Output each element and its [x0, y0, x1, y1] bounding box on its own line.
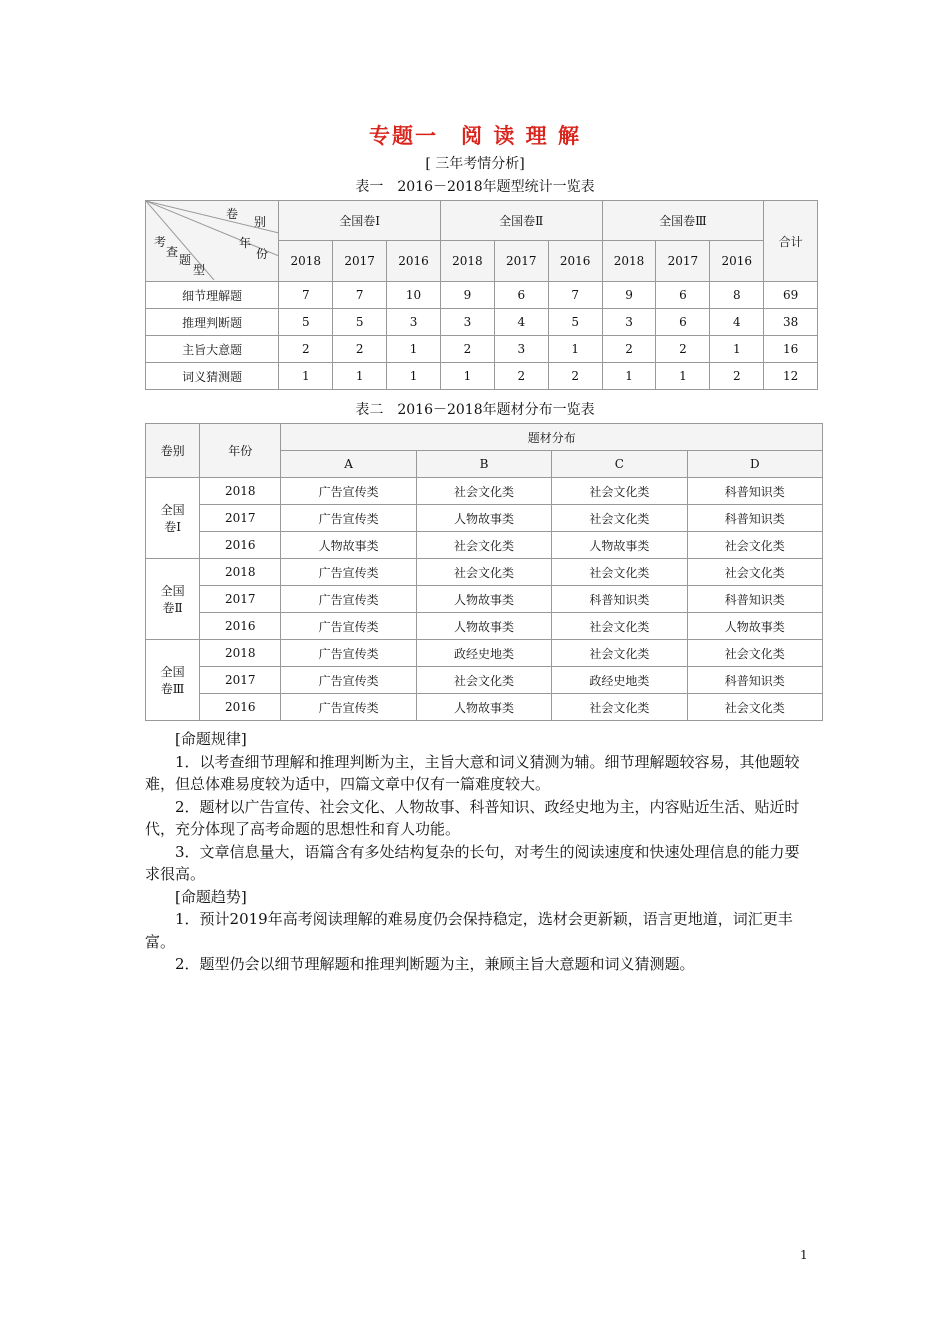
topic-cell: 社会文化类: [416, 478, 551, 505]
corner-label: 卷: [226, 207, 239, 221]
count-cell: 7: [279, 282, 333, 309]
table-row: [146, 309, 818, 336]
year-header: 2018: [602, 241, 656, 282]
count-cell: 5: [279, 309, 333, 336]
topic-cell: 社会文化类: [552, 640, 687, 667]
year-cell: 2018: [200, 478, 281, 505]
total-cell: 12: [764, 363, 818, 390]
year-cell: 2016: [200, 694, 281, 721]
letter-header: A: [281, 451, 416, 478]
topic-cell: 广告宣传类: [281, 478, 416, 505]
table-row: [146, 336, 818, 363]
table1-corner: [146, 201, 279, 282]
topic-distribution-table: [145, 423, 823, 721]
year-cell: 2017: [200, 667, 281, 694]
page-title: 专题一 阅 读 理 解: [369, 124, 581, 148]
count-cell: 4: [710, 309, 764, 336]
topic-cell: 社会文化类: [552, 505, 687, 532]
corner-label: 年: [239, 236, 252, 250]
count-cell: 1: [548, 336, 602, 363]
corner-label: 查: [166, 245, 179, 259]
year-cell: 2017: [200, 586, 281, 613]
count-cell: 1: [440, 363, 494, 390]
count-cell: 1: [387, 363, 441, 390]
topic-cell: 人物故事类: [687, 613, 822, 640]
year-header: 2016: [548, 241, 602, 282]
topic-cell: 人物故事类: [416, 586, 551, 613]
topic-cell: 社会文化类: [552, 613, 687, 640]
rules-item: 3．文章信息量大，语篇含有多处结构复杂的长句，对考生的阅读速度和快速处理信息的能力要求很高。: [145, 842, 800, 883]
rules-item: 2．题材以广告宣传、社会文化、人物故事、科普知识、政经史地为主，内容贴近生活、贴近时代，充分体现了高考命题的思想性和育人功能。: [145, 797, 800, 838]
group-label: [146, 640, 200, 721]
topic-cell: 社会文化类: [687, 532, 822, 559]
count-cell: 3: [440, 309, 494, 336]
group-label-line: 全国: [160, 665, 185, 679]
group-label: [146, 478, 200, 559]
total-header: 合计: [764, 201, 818, 282]
question-type-table: [145, 200, 818, 390]
topic-cell: 社会文化类: [552, 694, 687, 721]
year-header: 2017: [494, 241, 548, 282]
trends-item: 2．题型仍会以细节理解题和推理判断题为主，兼顾主旨大意题和词义猜测题。: [175, 955, 695, 973]
letter-header: D: [687, 451, 822, 478]
topic-cell: 社会文化类: [552, 559, 687, 586]
table1-caption: 表一 2016－2018年题型统计一览表: [355, 179, 595, 195]
topic-cell: 广告宣传类: [281, 505, 416, 532]
count-cell: 3: [494, 336, 548, 363]
group-header: 全国卷Ⅲ: [602, 201, 764, 241]
year-header: 2018: [440, 241, 494, 282]
table2-caption: 表二 2016－2018年题材分布一览表: [355, 402, 595, 418]
group-header: 全国卷Ⅰ: [279, 201, 441, 241]
count-cell: 2: [548, 363, 602, 390]
corner-label: 型: [193, 263, 206, 277]
year-cell: 2016: [200, 613, 281, 640]
count-cell: 9: [440, 282, 494, 309]
year-cell: 2018: [200, 640, 281, 667]
trends-item: 1．预计2019年高考阅读理解的难易度仍会保持稳定，选材会更新颖，语言更地道，词汇更丰富。: [145, 910, 793, 951]
count-cell: 2: [656, 336, 710, 363]
year-header: 2018: [279, 241, 333, 282]
count-cell: 1: [710, 336, 764, 363]
count-cell: 5: [548, 309, 602, 336]
group-label-line: 全国: [160, 503, 185, 517]
year-header: 2017: [333, 241, 387, 282]
count-cell: 8: [710, 282, 764, 309]
table-row: [146, 363, 818, 390]
count-cell: 2: [710, 363, 764, 390]
topic-cell: 人物故事类: [416, 613, 551, 640]
total-cell: 38: [764, 309, 818, 336]
table-row: [146, 694, 823, 721]
corner-label: 别: [254, 215, 267, 229]
topic-header: 题材分布: [281, 424, 823, 451]
topic-cell: 科普知识类: [552, 586, 687, 613]
row-label: 词义猜测题: [146, 363, 279, 390]
count-cell: 2: [494, 363, 548, 390]
topic-cell: 社会文化类: [687, 640, 822, 667]
count-cell: 9: [602, 282, 656, 309]
count-cell: 3: [387, 309, 441, 336]
table-row: [146, 667, 823, 694]
corner-label: 题: [179, 253, 192, 267]
rules-item: 1．以考查细节理解和推理判断为主，主旨大意和词义猜测为辅。细节理解题较容易，其他题较难，但总体难易度较为适中，四篇文章中仅有一篇难度较大。: [145, 752, 800, 793]
count-cell: 4: [494, 309, 548, 336]
row-label: 细节理解题: [146, 282, 279, 309]
count-cell: 3: [602, 309, 656, 336]
year-col-header: 年份: [200, 424, 281, 478]
table-row: [146, 282, 818, 309]
topic-cell: 人物故事类: [281, 532, 416, 559]
count-cell: 7: [548, 282, 602, 309]
corner-label: 份: [256, 247, 269, 261]
group-label-line: 卷Ⅱ: [162, 601, 183, 615]
year-header: 2016: [387, 241, 441, 282]
count-cell: 6: [494, 282, 548, 309]
topic-cell: 社会文化类: [552, 478, 687, 505]
table-row: [146, 640, 823, 667]
topic-cell: 人物故事类: [416, 694, 551, 721]
table-row: [146, 586, 823, 613]
table-row: [146, 505, 823, 532]
group-label-line: 卷Ⅲ: [160, 682, 185, 696]
count-cell: 10: [387, 282, 441, 309]
topic-cell: 社会文化类: [687, 559, 822, 586]
count-cell: 6: [656, 309, 710, 336]
topic-cell: 人物故事类: [416, 505, 551, 532]
table-row: [146, 559, 823, 586]
juanbie-header: 卷别: [146, 424, 200, 478]
year-cell: 2018: [200, 559, 281, 586]
topic-cell: 科普知识类: [687, 478, 822, 505]
corner-label: 考: [154, 235, 167, 249]
rules-heading: [命题规律]: [175, 730, 247, 748]
group-label: [146, 559, 200, 640]
topic-cell: 政经史地类: [552, 667, 687, 694]
group-label-line: 卷Ⅰ: [164, 520, 181, 534]
topic-cell: 社会文化类: [416, 532, 551, 559]
count-cell: 1: [387, 336, 441, 363]
row-label: 推理判断题: [146, 309, 279, 336]
topic-cell: 人物故事类: [552, 532, 687, 559]
analysis-section: [145, 728, 809, 976]
topic-cell: 科普知识类: [687, 667, 822, 694]
topic-cell: 广告宣传类: [281, 586, 416, 613]
year-header: 2017: [656, 241, 710, 282]
topic-cell: 社会文化类: [687, 694, 822, 721]
topic-cell: 社会文化类: [416, 667, 551, 694]
topic-cell: 科普知识类: [687, 586, 822, 613]
trends-heading: [命题趋势]: [175, 887, 247, 906]
section-subtitle: [ 三年考情分析]: [425, 156, 525, 172]
topic-cell: 政经史地类: [416, 640, 551, 667]
count-cell: 2: [279, 336, 333, 363]
page-number: 1: [800, 1248, 808, 1262]
topic-cell: 广告宣传类: [281, 559, 416, 586]
count-cell: 2: [602, 336, 656, 363]
table-row: [146, 613, 823, 640]
letter-header: B: [416, 451, 551, 478]
year-cell: 2017: [200, 505, 281, 532]
row-label: 主旨大意题: [146, 336, 279, 363]
total-cell: 16: [764, 336, 818, 363]
count-cell: 1: [279, 363, 333, 390]
group-label-line: 全国: [160, 584, 185, 598]
table-row: [146, 532, 823, 559]
count-cell: 1: [656, 363, 710, 390]
topic-cell: 科普知识类: [687, 505, 822, 532]
count-cell: 6: [656, 282, 710, 309]
count-cell: 1: [602, 363, 656, 390]
table-row: [146, 478, 823, 505]
count-cell: 5: [333, 309, 387, 336]
total-cell: 69: [764, 282, 818, 309]
topic-cell: 广告宣传类: [281, 667, 416, 694]
topic-cell: 广告宣传类: [281, 694, 416, 721]
group-header: 全国卷Ⅱ: [440, 201, 602, 241]
count-cell: 7: [333, 282, 387, 309]
topic-cell: 广告宣传类: [281, 640, 416, 667]
year-cell: 2016: [200, 532, 281, 559]
count-cell: 2: [333, 336, 387, 363]
count-cell: 1: [333, 363, 387, 390]
letter-header: C: [552, 451, 687, 478]
topic-cell: 广告宣传类: [281, 613, 416, 640]
count-cell: 2: [440, 336, 494, 363]
year-header: 2016: [710, 241, 764, 282]
topic-cell: 社会文化类: [416, 559, 551, 586]
